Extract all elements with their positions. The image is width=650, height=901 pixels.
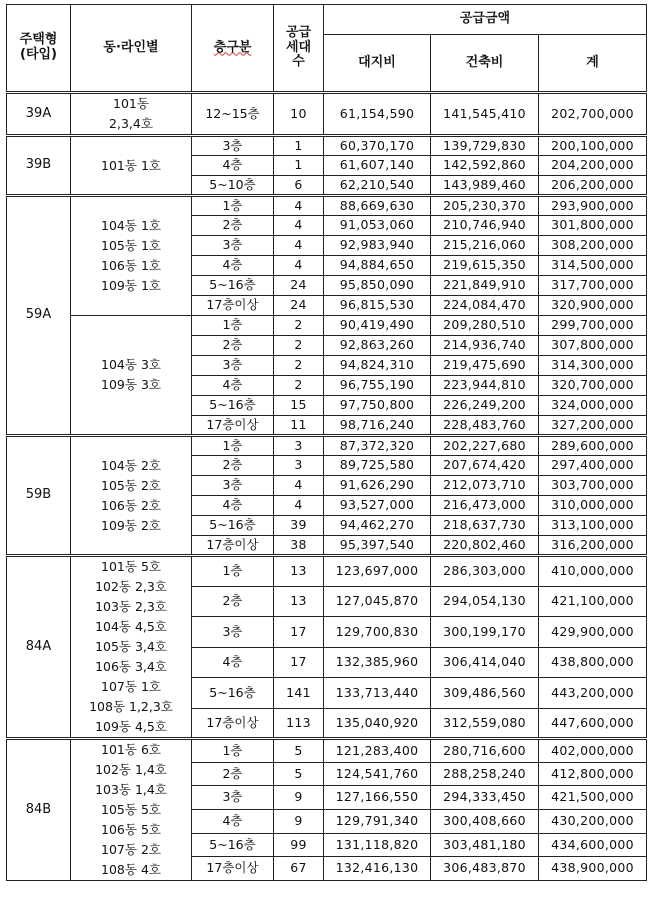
units-cell: 39 (274, 516, 324, 536)
total-cost-cell: 430,200,000 (539, 809, 647, 833)
dong-line-label: 101동 (113, 96, 149, 111)
building-cost-cell: 228,483,760 (431, 416, 539, 436)
building-cost-cell: 139,729,830 (431, 136, 539, 156)
land-cost-cell: 87,372,320 (324, 436, 431, 456)
table-row (7, 739, 647, 763)
dong-line-label: 104동 3호 (101, 357, 161, 372)
dong-line-cell (71, 136, 192, 196)
dong-line-label: 101동 6호 (101, 742, 161, 757)
dong-line-label: 106동 1호 (101, 258, 161, 273)
dong-line-cell (71, 436, 192, 556)
units-cell: 9 (274, 809, 324, 833)
dong-line-label: 105동 3,4호 (95, 639, 167, 654)
building-cost-cell: 224,084,470 (431, 296, 539, 316)
land-cost-cell: 95,850,090 (324, 276, 431, 296)
building-cost-cell: 306,414,040 (431, 647, 539, 678)
dong-line-label: 107동 2호 (101, 842, 161, 857)
land-cost-cell: 90,419,490 (324, 316, 431, 336)
dong-line-label: 106동 3,4호 (95, 659, 167, 674)
total-cost-cell: 202,700,000 (539, 93, 647, 136)
total-cost-cell: 320,700,000 (539, 376, 647, 396)
land-cost-cell: 132,416,130 (324, 857, 431, 881)
units-cell: 3 (274, 436, 324, 456)
dong-line-label: 109동 1호 (101, 278, 161, 293)
floor-cell: 17층이상 (192, 857, 274, 881)
total-cost-cell: 421,100,000 (539, 586, 647, 617)
housing-type-cell: 84B (7, 739, 71, 881)
building-cost-cell: 294,333,450 (431, 786, 539, 810)
land-cost-cell: 93,527,000 (324, 496, 431, 516)
units-cell: 17 (274, 617, 324, 648)
land-cost-cell: 61,607,140 (324, 156, 431, 176)
dong-line-label: 2,3,4호 (109, 116, 153, 131)
floor-cell: 2층 (192, 762, 274, 786)
units-cell: 3 (274, 456, 324, 476)
dong-line-label: 109동 2호 (101, 517, 161, 533)
building-cost-cell: 300,199,170 (431, 617, 539, 648)
floor-cell: 2층 (192, 216, 274, 236)
units-cell: 113 (274, 708, 324, 739)
land-cost-cell: 124,541,760 (324, 762, 431, 786)
units-cell: 5 (274, 739, 324, 763)
floor-cell: 5~16층 (192, 396, 274, 416)
housing-type-cell: 39B (7, 136, 71, 196)
total-cost-cell: 316,200,000 (539, 536, 647, 556)
units-cell: 24 (274, 276, 324, 296)
units-cell: 141 (274, 678, 324, 709)
total-cost-cell: 200,100,000 (539, 136, 647, 156)
total-cost-cell: 317,700,000 (539, 276, 647, 296)
building-cost-cell: 202,227,680 (431, 436, 539, 456)
total-cost-cell: 438,900,000 (539, 857, 647, 881)
units-cell: 4 (274, 216, 324, 236)
housing-type-cell: 59A (7, 196, 71, 436)
land-cost-cell: 91,626,290 (324, 476, 431, 496)
units-cell: 1 (274, 136, 324, 156)
header-building-cost: 건축비 (431, 35, 539, 93)
floor-cell: 3층 (192, 476, 274, 496)
units-cell: 17 (274, 647, 324, 678)
units-cell: 38 (274, 536, 324, 556)
land-cost-cell: 92,863,260 (324, 336, 431, 356)
housing-type-cell: 84A (7, 556, 71, 739)
units-cell: 67 (274, 857, 324, 881)
total-cost-cell: 204,200,000 (539, 156, 647, 176)
floor-cell: 12~15층 (192, 93, 274, 136)
total-cost-cell: 429,900,000 (539, 617, 647, 648)
land-cost-cell: 97,750,800 (324, 396, 431, 416)
floor-cell: 17층이상 (192, 296, 274, 316)
header-land-cost: 대지비 (324, 35, 431, 93)
floor-cell: 2층 (192, 456, 274, 476)
units-cell: 11 (274, 416, 324, 436)
housing-type-cell: 39A (7, 93, 71, 136)
floor-cell: 1층 (192, 739, 274, 763)
land-cost-cell: 94,824,310 (324, 356, 431, 376)
floor-cell: 4층 (192, 156, 274, 176)
total-cost-cell: 314,500,000 (539, 256, 647, 276)
units-cell: 13 (274, 556, 324, 587)
building-cost-cell: 306,483,870 (431, 857, 539, 881)
land-cost-cell: 127,045,870 (324, 586, 431, 617)
land-cost-cell: 89,725,580 (324, 456, 431, 476)
units-cell: 5 (274, 762, 324, 786)
building-cost-cell: 207,674,420 (431, 456, 539, 476)
building-cost-cell: 218,637,730 (431, 516, 539, 536)
dong-line-label: 109동 4,5호 (95, 719, 167, 734)
building-cost-cell: 219,475,690 (431, 356, 539, 376)
floor-cell: 4층 (192, 647, 274, 678)
floor-cell: 17층이상 (192, 416, 274, 436)
units-cell: 99 (274, 833, 324, 857)
dong-line-label: 102동 2,3호 (95, 579, 167, 594)
floor-cell: 17층이상 (192, 536, 274, 556)
header-housing-type: 주택형 (타입) (7, 5, 71, 93)
total-cost-cell: 327,200,000 (539, 416, 647, 436)
table-row (7, 196, 647, 216)
total-cost-cell: 310,000,000 (539, 496, 647, 516)
dong-line-label: 104동 1호 (101, 218, 161, 233)
total-cost-cell: 410,000,000 (539, 556, 647, 587)
total-cost-cell: 307,800,000 (539, 336, 647, 356)
land-cost-cell: 131,118,820 (324, 833, 431, 857)
total-cost-cell: 297,400,000 (539, 456, 647, 476)
land-cost-cell: 129,791,340 (324, 809, 431, 833)
land-cost-cell: 121,283,400 (324, 739, 431, 763)
floor-cell: 5~16층 (192, 516, 274, 536)
floor-cell: 3층 (192, 136, 274, 156)
floor-cell: 3층 (192, 356, 274, 376)
land-cost-cell: 127,166,550 (324, 786, 431, 810)
dong-line-label: 104동 2호 (101, 457, 161, 473)
building-cost-cell: 220,802,460 (431, 536, 539, 556)
land-cost-cell: 61,154,590 (324, 93, 431, 136)
building-cost-cell: 205,230,370 (431, 196, 539, 216)
building-cost-cell: 288,258,240 (431, 762, 539, 786)
units-cell: 9 (274, 786, 324, 810)
dong-line-label: 101동 1호 (101, 157, 161, 173)
building-cost-cell: 223,944,810 (431, 376, 539, 396)
land-cost-cell: 88,669,630 (324, 196, 431, 216)
units-cell: 4 (274, 236, 324, 256)
building-cost-cell: 143,989,460 (431, 176, 539, 196)
units-cell: 4 (274, 496, 324, 516)
table-row (7, 136, 647, 156)
dong-line-cell (71, 316, 192, 436)
land-cost-cell: 133,713,440 (324, 678, 431, 709)
floor-cell: 1층 (192, 436, 274, 456)
header-total: 계 (539, 35, 647, 93)
floor-cell: 4층 (192, 496, 274, 516)
building-cost-cell: 212,073,710 (431, 476, 539, 496)
units-cell: 2 (274, 356, 324, 376)
building-cost-cell: 216,473,000 (431, 496, 539, 516)
total-cost-cell: 206,200,000 (539, 176, 647, 196)
land-cost-cell: 129,700,830 (324, 617, 431, 648)
units-cell: 4 (274, 196, 324, 216)
total-cost-cell: 301,800,000 (539, 216, 647, 236)
dong-line-label: 104동 4,5호 (95, 619, 167, 634)
units-cell: 4 (274, 476, 324, 496)
table-row (7, 316, 647, 336)
building-cost-cell: 210,746,940 (431, 216, 539, 236)
total-cost-cell: 314,300,000 (539, 356, 647, 376)
land-cost-cell: 60,370,170 (324, 136, 431, 156)
dong-line-label: 109동 3호 (101, 377, 161, 392)
total-cost-cell: 443,200,000 (539, 678, 647, 709)
building-cost-cell: 309,486,560 (431, 678, 539, 709)
land-cost-cell: 98,716,240 (324, 416, 431, 436)
building-cost-cell: 226,249,200 (431, 396, 539, 416)
total-cost-cell: 299,700,000 (539, 316, 647, 336)
floor-cell: 5~16층 (192, 276, 274, 296)
floor-cell: 4층 (192, 376, 274, 396)
floor-cell: 3층 (192, 786, 274, 810)
total-cost-cell: 320,900,000 (539, 296, 647, 316)
dong-line-label: 103동 2,3호 (95, 599, 167, 614)
floor-cell: 2층 (192, 336, 274, 356)
housing-type-cell: 59B (7, 436, 71, 556)
floor-cell: 5~16층 (192, 678, 274, 709)
land-cost-cell: 132,385,960 (324, 647, 431, 678)
header-supply-units: 공급 세대 수 (274, 5, 324, 93)
total-cost-cell: 402,000,000 (539, 739, 647, 763)
floor-cell: 2층 (192, 586, 274, 617)
table-row (7, 436, 647, 456)
total-cost-cell: 303,700,000 (539, 476, 647, 496)
dong-line-label: 106동 2호 (101, 497, 161, 513)
building-cost-cell: 142,592,860 (431, 156, 539, 176)
total-cost-cell: 324,000,000 (539, 396, 647, 416)
header-dong-line: 동·라인별 (71, 5, 192, 93)
building-cost-cell: 286,303,000 (431, 556, 539, 587)
total-cost-cell: 438,800,000 (539, 647, 647, 678)
dong-line-label: 108동 4호 (101, 862, 161, 877)
table-row (7, 556, 647, 587)
building-cost-cell: 219,615,350 (431, 256, 539, 276)
building-cost-cell: 221,849,910 (431, 276, 539, 296)
floor-cell: 3층 (192, 617, 274, 648)
building-cost-cell: 312,559,080 (431, 708, 539, 739)
floor-cell: 5~10층 (192, 176, 274, 196)
building-cost-cell: 215,216,060 (431, 236, 539, 256)
building-cost-cell: 214,936,740 (431, 336, 539, 356)
building-cost-cell: 294,054,130 (431, 586, 539, 617)
dong-line-label: 106동 5호 (101, 822, 161, 837)
total-cost-cell: 313,100,000 (539, 516, 647, 536)
floor-cell: 1층 (192, 196, 274, 216)
dong-line-label: 107동 1호 (101, 679, 161, 694)
units-cell: 10 (274, 93, 324, 136)
total-cost-cell: 308,200,000 (539, 236, 647, 256)
table-row (7, 93, 647, 136)
dong-line-cell (71, 93, 192, 136)
floor-cell: 4층 (192, 809, 274, 833)
header-supply-amount: 공급금액 (324, 5, 647, 35)
header-floor: 층구분 (192, 5, 274, 93)
dong-line-label: 103동 1,4호 (95, 782, 167, 797)
total-cost-cell: 412,800,000 (539, 762, 647, 786)
dong-line-label: 108동 1,2,3호 (89, 699, 173, 714)
units-cell: 13 (274, 586, 324, 617)
total-cost-cell: 447,600,000 (539, 708, 647, 739)
building-cost-cell: 141,545,410 (431, 93, 539, 136)
total-cost-cell: 289,600,000 (539, 436, 647, 456)
floor-cell: 4층 (192, 256, 274, 276)
units-cell: 2 (274, 376, 324, 396)
building-cost-cell: 303,481,180 (431, 833, 539, 857)
total-cost-cell: 434,600,000 (539, 833, 647, 857)
building-cost-cell: 209,280,510 (431, 316, 539, 336)
units-cell: 24 (274, 296, 324, 316)
land-cost-cell: 123,697,000 (324, 556, 431, 587)
dong-line-label: 105동 2호 (101, 477, 161, 493)
floor-cell: 17층이상 (192, 708, 274, 739)
floor-cell: 3층 (192, 236, 274, 256)
floor-cell: 1층 (192, 556, 274, 587)
land-cost-cell: 135,040,920 (324, 708, 431, 739)
supply-price-table (6, 4, 647, 881)
land-cost-cell: 96,815,530 (324, 296, 431, 316)
total-cost-cell: 293,900,000 (539, 196, 647, 216)
land-cost-cell: 91,053,060 (324, 216, 431, 236)
total-cost-cell: 421,500,000 (539, 786, 647, 810)
building-cost-cell: 300,408,660 (431, 809, 539, 833)
land-cost-cell: 96,755,190 (324, 376, 431, 396)
floor-cell: 1층 (192, 316, 274, 336)
dong-line-label: 105동 5호 (101, 802, 161, 817)
dong-line-label: 102동 1,4호 (95, 762, 167, 777)
units-cell: 2 (274, 316, 324, 336)
dong-line-cell (71, 739, 192, 881)
dong-line-cell (71, 556, 192, 739)
land-cost-cell: 95,397,540 (324, 536, 431, 556)
units-cell: 15 (274, 396, 324, 416)
dong-line-label: 105동 1호 (101, 238, 161, 253)
units-cell: 4 (274, 256, 324, 276)
land-cost-cell: 92,983,940 (324, 236, 431, 256)
land-cost-cell: 94,884,650 (324, 256, 431, 276)
units-cell: 2 (274, 336, 324, 356)
land-cost-cell: 62,210,540 (324, 176, 431, 196)
units-cell: 1 (274, 156, 324, 176)
units-cell: 6 (274, 176, 324, 196)
land-cost-cell: 94,462,270 (324, 516, 431, 536)
floor-cell: 5~16층 (192, 833, 274, 857)
dong-line-label: 101동 5호 (101, 559, 161, 574)
building-cost-cell: 280,716,600 (431, 739, 539, 763)
dong-line-cell (71, 196, 192, 316)
